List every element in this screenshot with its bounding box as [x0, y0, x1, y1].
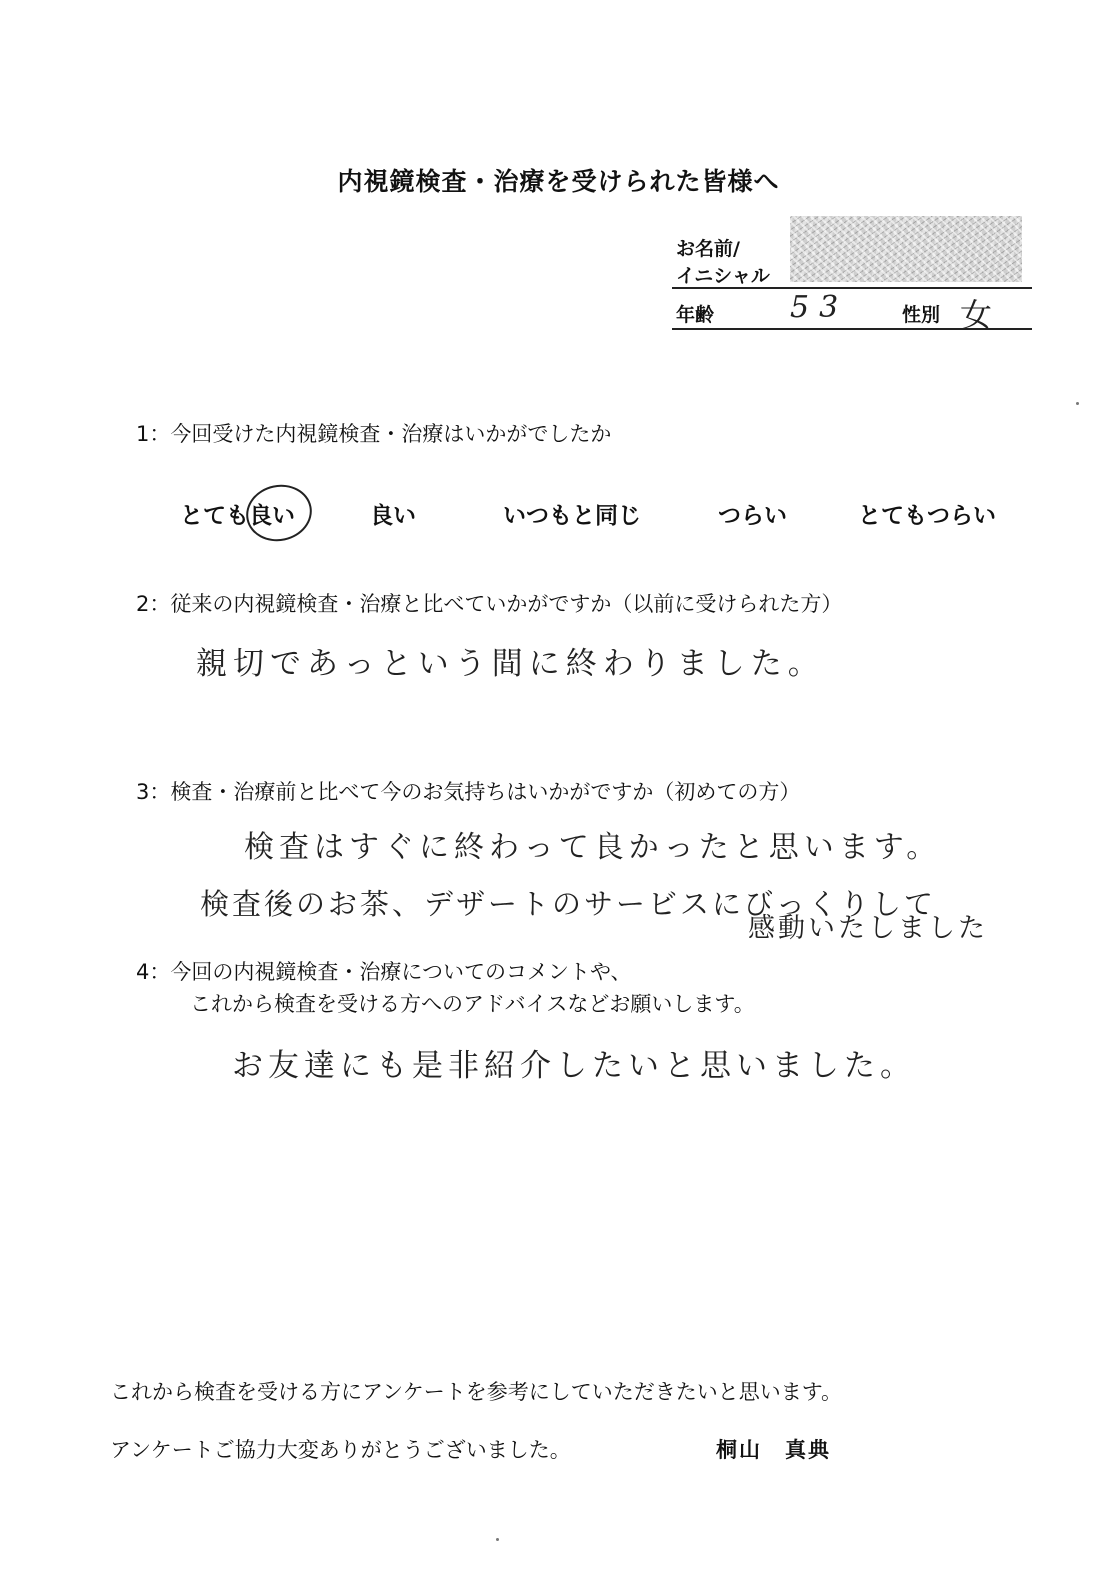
question-3-number: 3：: [136, 780, 171, 804]
scan-speck: [496, 1538, 499, 1541]
name-label-line2: イニシャル: [676, 265, 770, 287]
answer-3-line-1: 検査はすぐに終わって良かったと思います。: [244, 830, 942, 865]
answer-3-line-3: 感動いたしました: [748, 913, 988, 944]
choice-very-good: とても良い: [180, 503, 295, 529]
footer-line-1: これから検査を受ける方にアンケートを参考にしていただきたいと思います。: [110, 1380, 843, 1404]
page-title: 内視鏡検査・治療を受けられた皆様へ: [337, 167, 780, 196]
choice-good: 良い: [370, 503, 416, 529]
name-label-line1: お名前/: [676, 238, 740, 260]
choice-same: いつもと同じ: [503, 503, 641, 529]
question-1-text: 今回受けた内視鏡検査・治療はいかがでしたか: [170, 422, 612, 446]
name-underline: [672, 287, 1032, 289]
answer-2: 親切であっという間に終わりました。: [196, 646, 825, 682]
age-value: 53: [790, 290, 849, 325]
sex-value: 女: [960, 296, 993, 334]
selected-choice-circle: [241, 479, 317, 547]
question-3-text: 検査・治療前と比べて今のお気持ちはいかがですか（初めての方）: [170, 780, 801, 804]
question-4-number: 4：: [136, 960, 171, 984]
question-1-number: 1：: [136, 422, 171, 446]
question-4: [136, 956, 632, 986]
choice-hard: つらい: [718, 503, 787, 529]
age-underline: [672, 328, 1032, 330]
question-4-text: 今回の内視鏡検査・治療についてのコメントや、: [170, 960, 632, 984]
scan-speck: [1076, 402, 1079, 405]
question-2: [136, 588, 842, 618]
answer-4: お友達にも是非紹介したいと思いました。: [232, 1048, 916, 1084]
question-4-text-line-2: これから検査を受ける方へのアドバイスなどお願いします。: [190, 992, 755, 1016]
question-2-text: 従来の内視鏡検査・治療と比べていかがですか（以前に受けられた方）: [170, 592, 843, 616]
question-1: [136, 418, 611, 448]
choice-very-hard: とてもつらい: [858, 503, 996, 529]
question-3: [136, 776, 800, 806]
footer-signature: 桐山 真典: [716, 1438, 831, 1462]
redacted-name: [790, 216, 1022, 282]
sex-label: 性別: [902, 304, 941, 326]
footer-line-2: アンケートご協力大変ありがとうございました。: [110, 1438, 571, 1462]
answer-3-line-2: 検査後のお茶、デザートのサービスにびっくりして: [200, 887, 937, 921]
age-label: 年齢: [676, 304, 715, 326]
question-2-number: 2：: [136, 592, 171, 616]
